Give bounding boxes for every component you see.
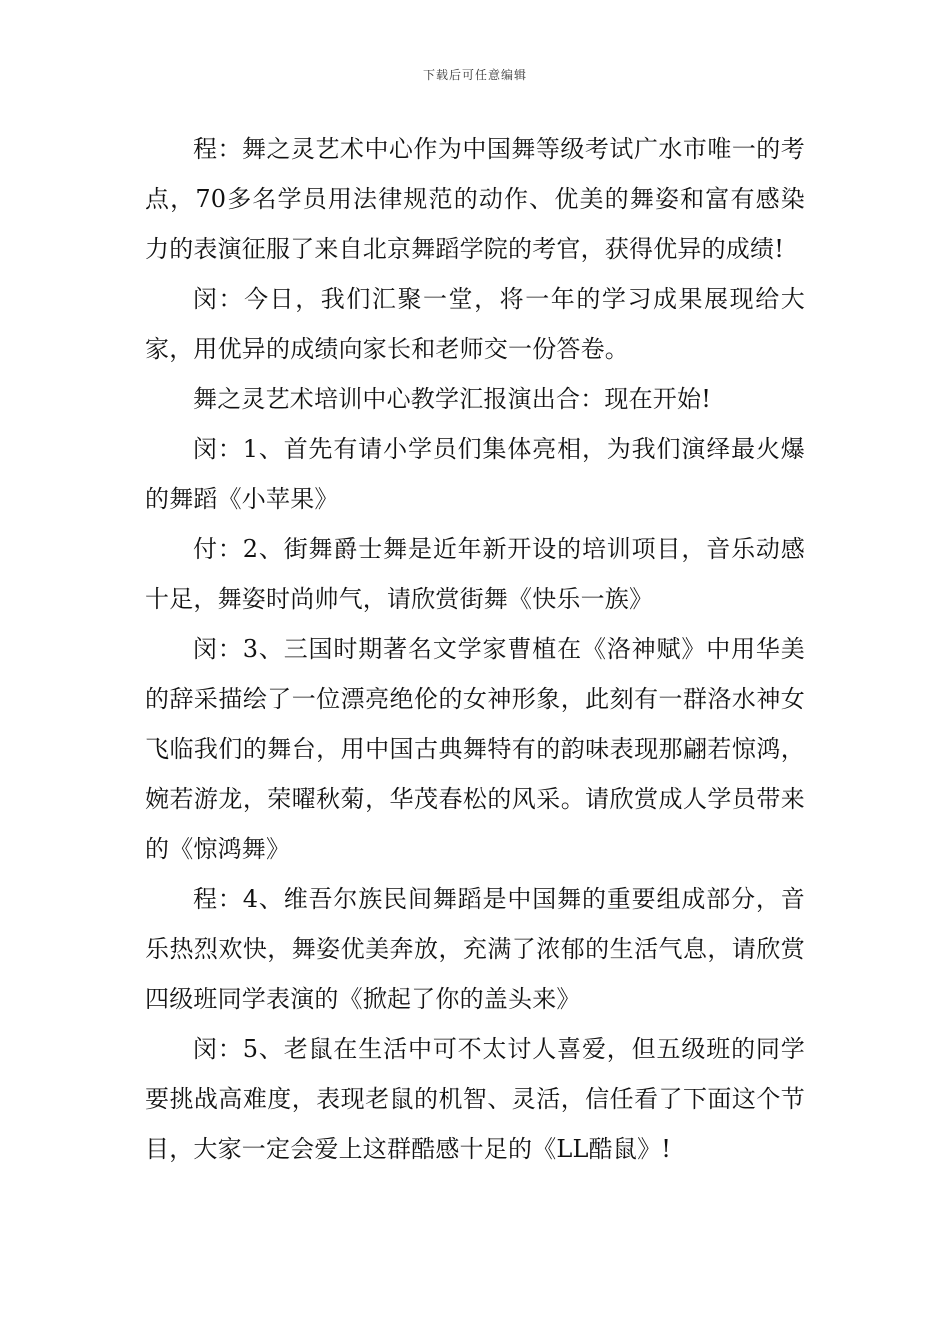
paragraph-opening: 舞之灵艺术培训中心教学汇报演出合：现在开始! [193,385,712,413]
paragraph-intro-cheng: 程：舞之灵艺术中心作为中国舞等级考试广水市唯一的考点，70多名学员用法律规范的动作、优美的舞姿和富有感染力的表演征服了来自北京舞蹈学院的考官，获得优异的成绩! [145,135,805,263]
paragraph-program-1: 闵：1、首先有请小学员们集体亮相，为我们演绎最火爆的舞蹈《小苹果》 [145,435,805,513]
page-header-note: 下载后可任意编辑 [422,68,527,82]
paragraph-intro-min: 闵：今日，我们汇聚一堂，将一年的学习成果展现给大家，用优异的成绩向家长和老师交一份答卷。 [145,285,805,363]
paragraph-program-4: 程：4、维吾尔族民间舞蹈是中国舞的重要组成部分，音乐热烈欢快，舞姿优美奔放，充满了浓郁的生活气息，请欣赏四级班同学表演的《掀起了你的盖头来》 [145,885,805,1013]
paragraph-program-3: 闵：3、三国时期著名文学家曹植在《洛神赋》中用华美的辞采描绘了一位漂亮绝伦的女神形象，此刻有一群洛水神女飞临我们的舞台，用中国古典舞特有的韵味表现那翩若惊鸿，婉若游龙，荣曜秋菊，华茂春松的风采。请欣赏成人学员带来的《惊鸿舞》 [145,635,805,863]
document-body [145,124,805,1174]
paragraph-program-5: 闵：5、老鼠在生活中可不太讨人喜爱，但五级班的同学要挑战高难度，表现老鼠的机智、灵活，信任看了下面这个节目，大家一定会爱上这群酷感十足的《LL酷鼠》! [145,1035,805,1163]
paragraph-program-2: 付：2、街舞爵士舞是近年新开设的培训项目，音乐动感十足，舞姿时尚帅气，请欣赏街舞《快乐一族》 [145,535,805,613]
